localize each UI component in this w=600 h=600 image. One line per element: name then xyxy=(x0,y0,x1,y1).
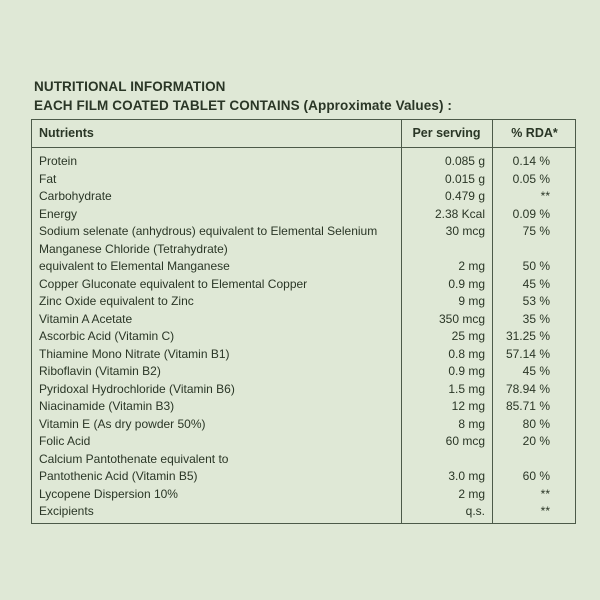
table-row xyxy=(32,188,575,206)
nutrition-table xyxy=(31,119,576,524)
per-serving-cell: 0.015 g xyxy=(444,171,485,186)
rda-cell: 60 % xyxy=(522,469,550,483)
nutrient-cell: Zinc Oxide equivalent to Zinc xyxy=(39,294,194,308)
table-row xyxy=(32,398,575,416)
table-row xyxy=(32,468,575,486)
table-row xyxy=(32,311,575,329)
per-serving-cell: 2 mg xyxy=(458,259,485,273)
rda-cell: 0.14 % xyxy=(512,154,550,168)
table-row xyxy=(32,258,575,276)
heading-subtitle: EACH FILM COATED TABLET CONTAINS (Approximate Values) : xyxy=(34,98,453,113)
rda-cell: 53 % xyxy=(522,294,550,308)
per-serving-cell: 0.9 mg xyxy=(448,364,485,378)
nutrient-cell: Calcium Pantothenate equivalent to xyxy=(39,451,229,466)
table-row xyxy=(32,223,575,241)
rda-cell: 20 % xyxy=(522,434,550,448)
table-row xyxy=(32,241,575,259)
table-row xyxy=(32,346,575,364)
rda-cell: 0.05 % xyxy=(512,171,550,186)
nutrient-cell: Fat xyxy=(39,171,57,186)
table-row xyxy=(32,486,575,504)
table-row xyxy=(32,171,575,189)
nutrient-cell: Sodium selenate (anhydrous) equivalent to Elemental Selenium xyxy=(39,224,378,238)
table-row xyxy=(32,293,575,311)
nutrient-cell: Pantothenic Acid (Vitamin B5) xyxy=(39,469,198,483)
nutrient-cell: Lycopene Dispersion 10% xyxy=(39,486,178,501)
per-serving-cell: 350 mcg xyxy=(438,311,485,326)
nutrient-cell: equivalent to Elemental Manganese xyxy=(39,259,230,273)
nutrient-cell: Carbohydrate xyxy=(39,189,112,203)
rda-cell: 75 % xyxy=(522,224,550,238)
per-serving-cell: 60 mcg xyxy=(445,434,485,448)
per-serving-cell: 3.0 mg xyxy=(448,469,485,483)
nutrient-cell: Pyridoxal Hydrochloride (Vitamin B6) xyxy=(39,381,235,396)
header-nutrients: Nutrients xyxy=(39,126,94,140)
table-row xyxy=(32,503,575,521)
nutrient-cell: Niacinamide (Vitamin B3) xyxy=(39,399,175,413)
per-serving-cell: 0.8 mg xyxy=(448,346,485,361)
nutrient-cell: Ascorbic Acid (Vitamin C) xyxy=(39,329,175,343)
table-row xyxy=(32,363,575,381)
per-serving-cell: 1.5 mg xyxy=(448,381,485,396)
rda-cell: 80 % xyxy=(522,416,550,431)
nutrient-cell: Vitamin E (As dry powder 50%) xyxy=(39,416,206,431)
rda-cell: 31.25 % xyxy=(505,329,550,343)
nutrient-cell: Manganese Chloride (Tetrahydrate) xyxy=(39,241,228,256)
per-serving-cell: q.s. xyxy=(465,504,485,518)
rda-cell: 50 % xyxy=(522,259,550,273)
nutrient-cell: Vitamin A Acetate xyxy=(39,311,133,326)
rda-cell: 85.71 % xyxy=(505,399,550,413)
per-serving-cell: 30 mcg xyxy=(445,224,485,238)
table-row xyxy=(32,276,575,294)
heading-title: NUTRITIONAL INFORMATION xyxy=(34,79,226,94)
table-body xyxy=(32,153,575,521)
rda-cell: 0.09 % xyxy=(512,206,550,221)
nutrient-cell: Folic Acid xyxy=(39,434,91,448)
table-row xyxy=(32,328,575,346)
nutrient-cell: Thiamine Mono Nitrate (Vitamin B1) xyxy=(39,346,230,361)
rda-cell: ** xyxy=(540,504,550,518)
nutrient-cell: Copper Gluconate equivalent to Elemental Copper xyxy=(39,276,308,291)
table-row xyxy=(32,206,575,224)
per-serving-cell: 12 mg xyxy=(451,399,485,413)
table-row xyxy=(32,381,575,399)
rda-cell: 35 % xyxy=(522,311,550,326)
nutrient-cell: Protein xyxy=(39,154,78,168)
table-row xyxy=(32,451,575,469)
per-serving-cell: 0.479 g xyxy=(444,189,485,203)
rda-cell: 57.14 % xyxy=(505,346,550,361)
per-serving-cell: 8 mg xyxy=(458,416,485,431)
table-row xyxy=(32,433,575,451)
per-serving-cell: 2.38 Kcal xyxy=(434,206,485,221)
per-serving-cell: 25 mg xyxy=(451,329,485,343)
rda-cell: ** xyxy=(540,486,550,501)
nutrient-cell: Energy xyxy=(39,206,78,221)
rda-cell: ** xyxy=(540,189,550,203)
nutrient-cell: Riboflavin (Vitamin B2) xyxy=(39,364,161,378)
rda-cell: 78.94 % xyxy=(505,381,550,396)
rda-cell: 45 % xyxy=(522,364,550,378)
table-header xyxy=(32,120,575,148)
header-rda: % RDA* xyxy=(511,126,558,140)
per-serving-cell: 0.085 g xyxy=(444,154,485,168)
header-per-serving: Per serving xyxy=(412,126,481,140)
rda-cell: 45 % xyxy=(522,276,550,291)
per-serving-cell: 9 mg xyxy=(458,294,485,308)
table-row xyxy=(32,416,575,434)
per-serving-cell: 0.9 mg xyxy=(448,276,485,291)
table-row xyxy=(32,153,575,171)
per-serving-cell: 2 mg xyxy=(458,486,485,501)
nutrient-cell: Excipients xyxy=(39,504,94,518)
